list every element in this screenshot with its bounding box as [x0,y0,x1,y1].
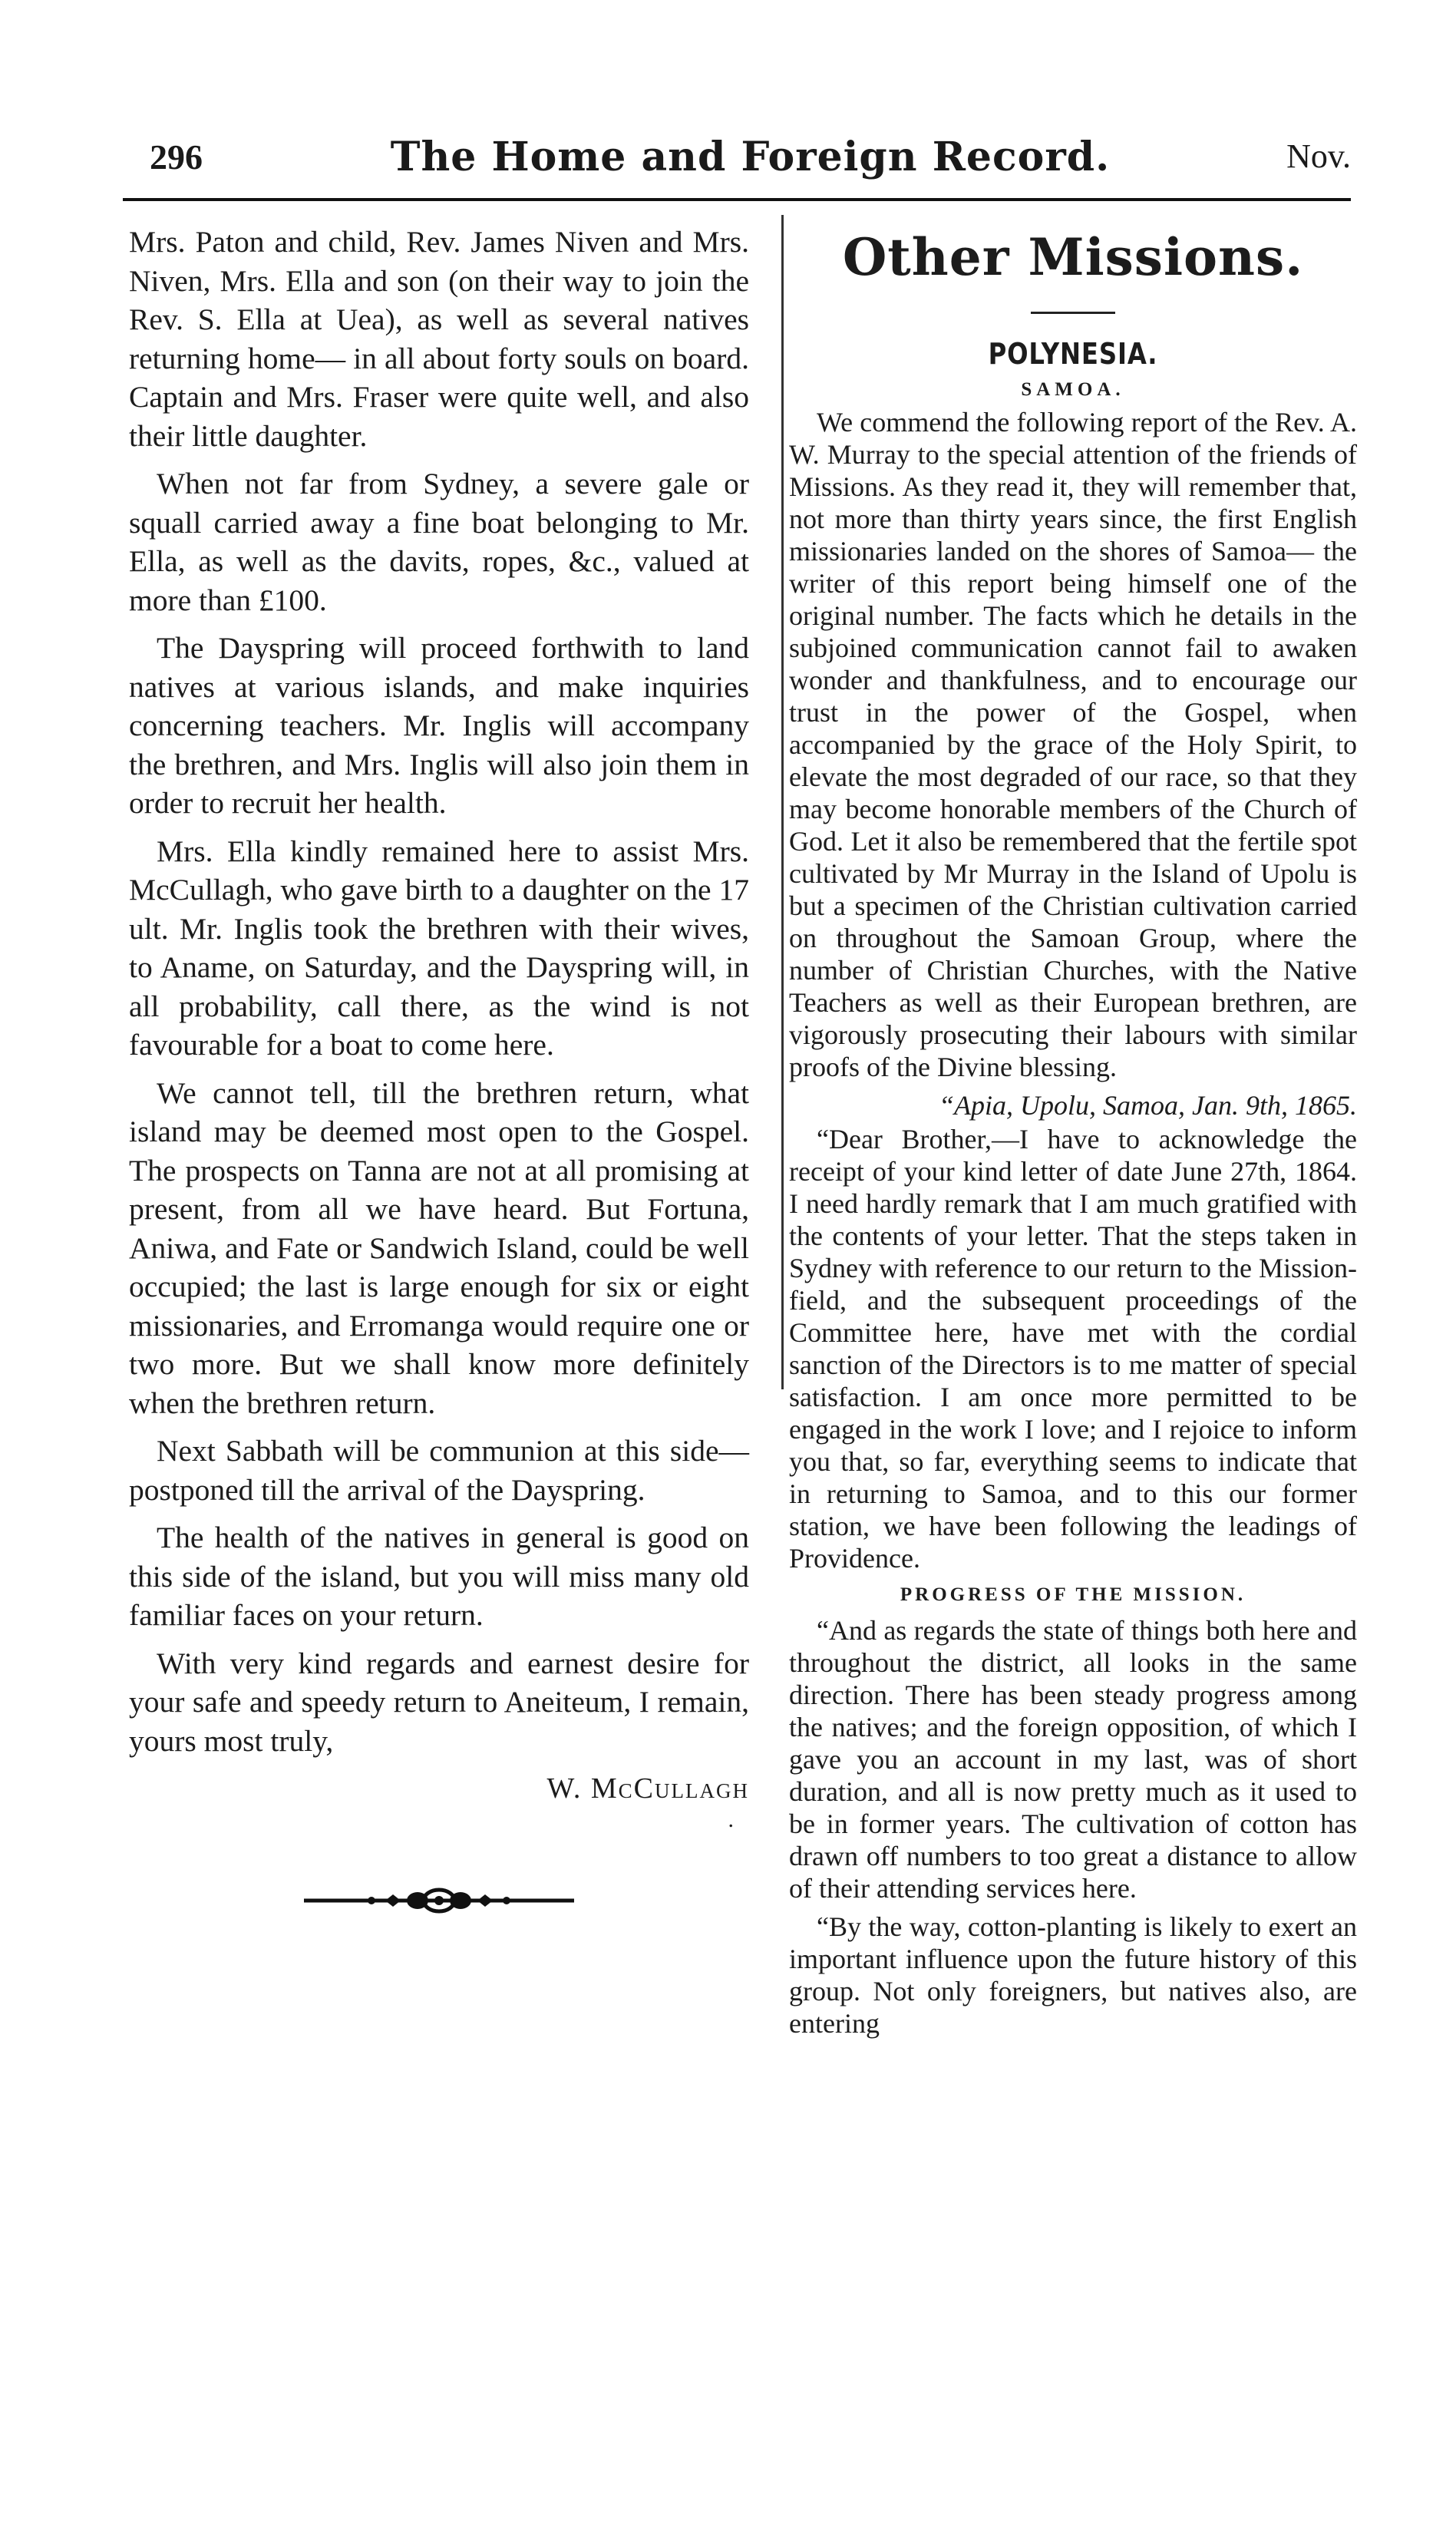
letter-paragraph: “Dear Brother,—I have to acknowledge the receipt of your kind letter of date June 27th, 1864. I need hardly remark that I am much gratified with the contents of your letter. That the steps taken in Sydney with reference to our return to the Mission-field, and the subsequent proceedings of the Committee here, have met with the cordial sanction of the Directors is to me matter of special satisfaction. I am once more permitted to be engaged in the work I love; and I rejoice to inform you that, so far, everything seems to indicate that in returning to Samoa, and to this our former station, we have been following the leadings of Providence. [789,1124,1357,1574]
running-head [150,134,1351,192]
subheading: PROGRESS OF THE MISSION. [900,1584,1246,1605]
title-rule [1031,312,1115,314]
header-rule [123,198,1351,201]
paragraph: When not far from Sydney, a severe gale or squall carried away a fine boat belonging to Mr. Ella, as well as the davits, ropes, &c., valued at more than £100. [129,467,749,617]
printer-ornament [301,1885,577,1916]
progress-paragraph: “By the way, cotton-planting is likely to exert an important influence upon the future history of this group. Not only foreigners, but natives also, are entering [789,1911,1357,2039]
paragraph: Mrs. Ella kindly remained here to assist Mrs. McCullagh, who gave birth to a daughter on the 17 ult. Mr. Inglis took the brethren with their wives, to Aname, on Saturday, and the Dayspring will, in all probability, call there, as the wind is not favourable for a boat to come here. [129,834,749,1062]
right-column [789,223,1357,2046]
intro-paragraph: We commend the following report of the Rev. A. W. Murray to the special attention of the friends of Missions. As they read it, they will remember that, not more than thirty years since, the first English missionaries landed on the shores of Samoa— the writer of this report being himself one of the original number. The facts which he details in the subjoined communication cannot fail to awaken wonder and thankfulness, and to encourage our trust in the power of the Gospel, when accompanied by the grace of the Holy Spirit, to elevate the most degraded of our race, so that they may become honorable members of the Church of God. Let it also be remembered that the fertile spot cultivated by Mr Murray in the Island of Upolu is but a specimen of the Christian cultivation carried on throughout the Samoan Group, where the number of Christian Churches, with the Native Teachers as well as their European brethren, are vigorously prosecuting their labours with similar proofs of the Divine blessing. [789,407,1357,1082]
region-heading: POLYNESIA. [988,337,1158,371]
issue-month: Nov. [1286,137,1351,175]
left-column [129,223,749,1925]
paragraph: The health of the natives in general is good on this side of the island, but you will miss many old familiar faces on your return. [129,1521,749,1632]
paragraph: With very kind regards and earnest desire for your safe and speedy return to Aneiteum, I remain, yours most truly, [129,1646,749,1758]
ornament-wrapper [129,1885,749,1926]
signature: W. McCullagh [546,1772,749,1805]
paragraph: Mrs. Paton and child, Rev. James Niven and Mrs. Niven, Mrs. Ella and son (on their way to join the Rev. S. Ella at Uea), as well as several natives returning home— in all about forty souls on board. Captain and Mrs. Fraser were quite well, and also their little daughter. [129,225,749,453]
paragraph: Next Sabbath will be communion at this side—postponed till the arrival of the Dayspring. [129,1434,749,1507]
section-title: Other Missions. [842,227,1304,287]
journal-title: The Home and Foreign Record. [390,134,1111,180]
page-number: 296 [150,137,203,177]
column-divider [781,215,784,1389]
paragraph: We cannot tell, till the brethren return, what island may be deemed most open to the Gospel. The prospects on Tanna are not at all promising at present, from all we have heard. But Fortuna, Aniwa, and Fate or Sandwich Island, could be well occupied; the last is large enough for six or eight missionaries, and Erromanga would require one or two more. But we shall know more definitely when the brethren return. [129,1075,749,1420]
trailing-mark: . [728,1806,734,1832]
place-heading: SAMOA. [1021,379,1125,400]
paragraph: The Dayspring will proceed forthwith to land natives at various islands, and make inquiries concerning teachers. Mr. Inglis will accompany the brethren, and Mrs. Inglis will also join them in order to recruit her health. [129,631,749,820]
progress-paragraph: “And as regards the state of things both here and throughout the district, all looks in the same direction. There has been steady progress among the natives; and the foreign opposition, of which I gave you an account in my last, was of short duration, and all is now pretty much as it used to be in former years. The cultivation of cotton has drawn off numbers to too great a distance to allow of their attending services here. [789,1615,1357,1904]
letter-dateline: “Apia, Upolu, Samoa, Jan. 9th, 1865. [939,1090,1357,1121]
